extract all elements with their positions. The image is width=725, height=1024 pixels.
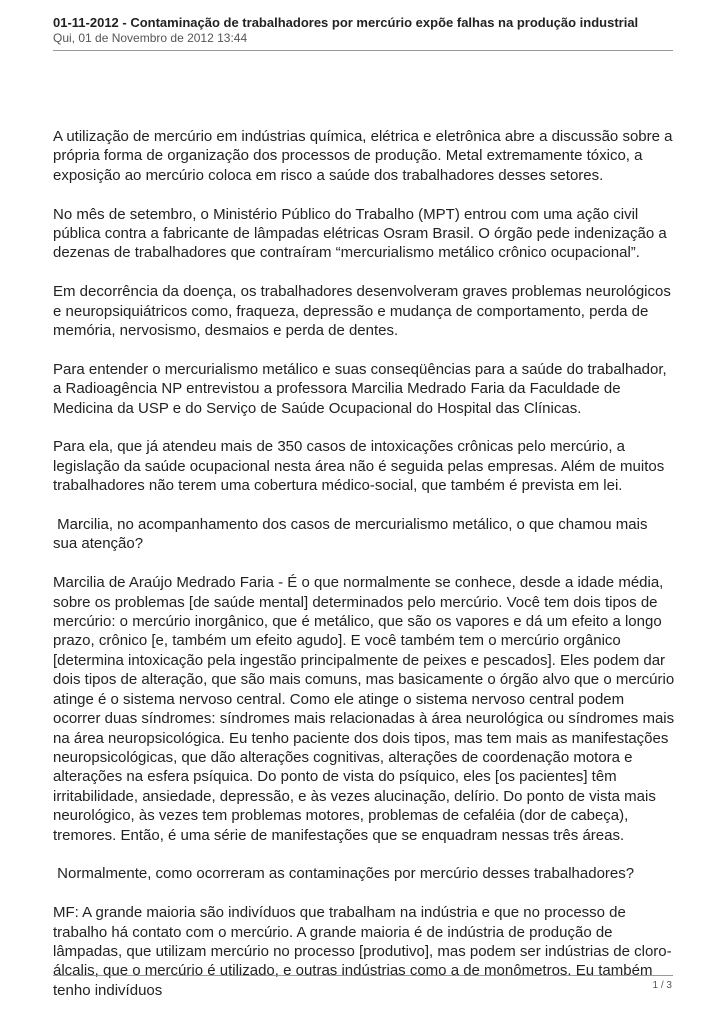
article-title: 01-11-2012 - Contaminação de trabalhadores por mercúrio expõe falhas na produção industrial: [53, 15, 639, 30]
interview-question: Marcilia, no acompanhamento dos casos de mercurialismo metálico, o que chamou mais sua atenção?: [53, 516, 652, 553]
header-divider: [53, 50, 673, 51]
paragraph: Em decorrência da doença, os trabalhadores desenvolveram graves problemas neurológicos e neuropsiquiátricos como, fraqueza, depressão e mudança de comportamento, perda de memória, nervosismo, desmaios e perda de dentes.: [53, 283, 671, 340]
article-date: Qui, 01 de Novembro de 2012 13:44: [53, 31, 248, 45]
paragraph: Para ela, que já atendeu mais de 350 casos de intoxicações crônicas pelo mercúrio, a legislação da saúde ocupacional nesta área não é seguida pelas empresas. Além de muitos trabalhadores não terem uma cobertura médico-social, que também é prevista em lei.: [53, 438, 665, 495]
paragraph: No mês de setembro, o Ministério Público do Trabalho (MPT) entrou com uma ação civil pública contra a fabricante de lâmpadas elétricas Osram Brasil. O órgão pede indenização a dezenas de trabalhadores que contraíram “mercurialismo metálico crônico ocupacional”.: [53, 205, 667, 262]
interview-answer: MF: A grande maioria são indivíduos que trabalham na indústria e que no processo de trabalho há contato com o mercúrio. A grande maioria é de indústria de produção de lâmpadas, que utilizam mercúrio no processo [produtivo], mas podem ser indústrias de cloro-álcalis, que o mercúrio é utilizado, e outras indústrias como a de monômetros. Eu também tenho indivíduos: [53, 904, 672, 999]
footer-divider: [53, 975, 673, 976]
interview-question: Normalmente, como ocorreram as contaminações por mercúrio desses trabalhadores?: [53, 865, 635, 883]
page-number: 1 / 3: [652, 980, 672, 991]
paragraph: A utilização de mercúrio em indústrias química, elétrica e eletrônica abre a discussão sobre a própria forma de organização dos processos de produção. Metal extremamente tóxico, a exposição ao mercúrio coloca em risco a saúde dos trabalhadores desses setores.: [53, 128, 673, 184]
interview-answer: Marcilia de Araújo Medrado Faria - É o que normalmente se conhece, desde a idade média, sobre os problemas [de saúde mental] determinados pelo mercúrio. Você tem dois tipos de mercúrio: o mercúrio inorgânico, que é metálico, que são os vapores e dá um efeito a longo prazo, crônico [e, também um efeito agudo]. E você também tem o mercúrio orgânico [determina intoxicação pela ingestão principalmente de peixes e pescados]. Eles podem dar dois tipos de alteração, que são mais comuns, mas basicamente o órgão alvo que o mercúrio atinge é o sistema nervoso central. Como ele atinge o sistema nervoso central podem ocorrer duas síndromes: síndromes mais relacionadas à área neurológica ou síndromes mais na área neuropsicológica. Eu tenho paciente dos dois tipos, mas tem mais as manifestações neuropsicológicas, que dão alterações cognitivas, alterações de coordenação motora e alterações na esfera psíquica. Do ponto de vista do psíquico, eles [os pacientes] têm irritabilidade, ansiedade, depressão, e às vezes alucinação, delírio. Do ponto de vista mais neurológico, às vezes tem problemas motores, problemas de cefaléia (dor de cabeça), tremores. Então, é uma série de manifestações que se enquadram nessas três áreas.: [53, 574, 675, 844]
page-header: [53, 14, 673, 46]
paragraph: Para entender o mercurialismo metálico e suas conseqüências para a saúde do trabalhador, a Radioagência NP entrevistou a professora Marcilia Medrado Faria da Faculdade de Medicina da USP e do Serviço de Saúde Ocupacional do Hospital das Clínicas.: [53, 360, 667, 417]
article-body: [53, 127, 675, 1020]
